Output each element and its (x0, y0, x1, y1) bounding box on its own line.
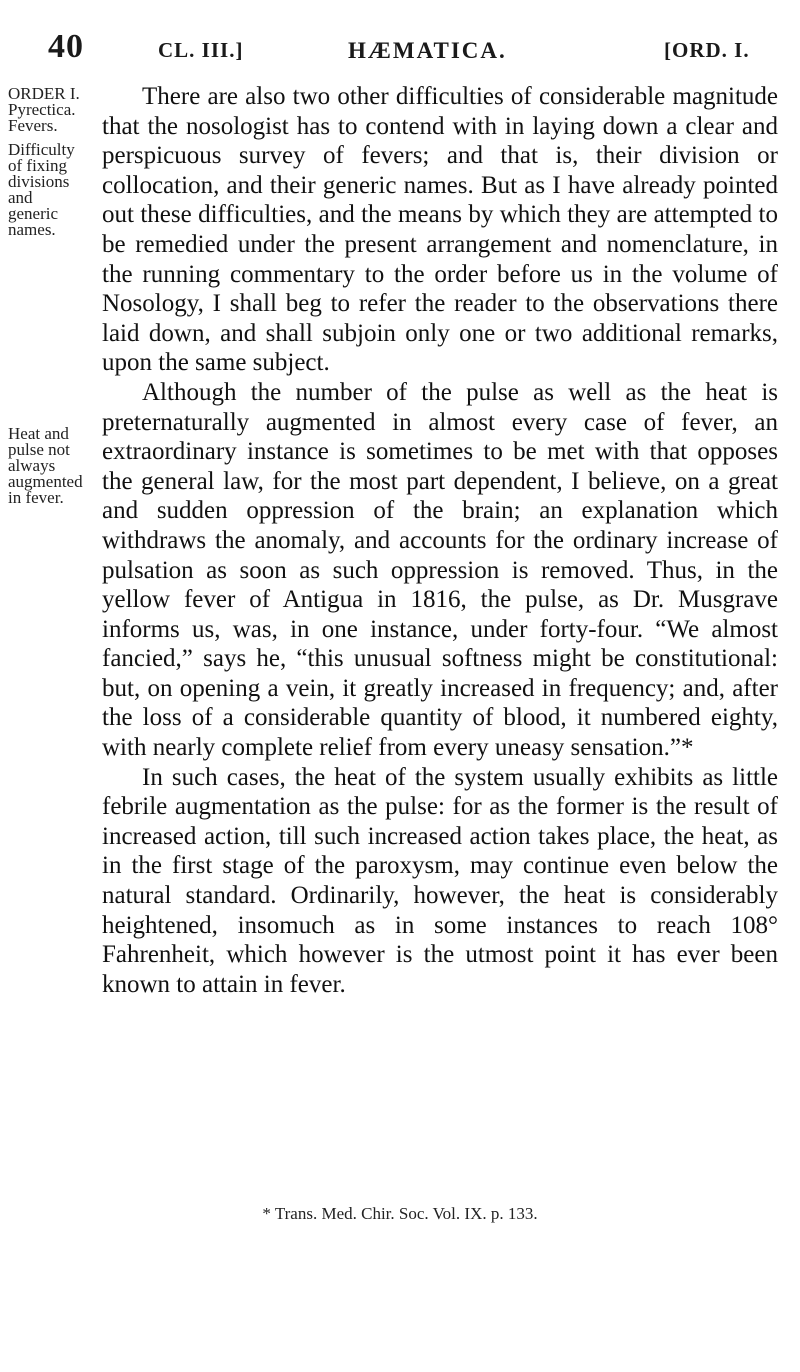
margin-note-difficulty: Difficulty of fixing divisions and generic names. (8, 140, 75, 239)
paragraph: In such cases, the heat of the system usually exhibits as little febrile augmentation as the pulse: for as the former is the result of increased action, till such increased action takes place, the heat, as in the first stage of the paroxysm, may continue even below the natural standard. Ordinarily, however, the heat is considerably heightened, insomuch as in some instances to reach 108° Fahrenheit, which however is the utmost point it has ever been known to attain in fever. (102, 763, 778, 998)
margin-note-heat-pulse: Heat and pulse not always augmented in fever. (8, 424, 83, 507)
running-head (48, 28, 768, 68)
body-text (102, 82, 778, 999)
order-label: [ORD. I. (664, 38, 750, 62)
footnote: * Trans. Med. Chir. Soc. Vol. IX. p. 133. (262, 1204, 538, 1223)
class-label: CL. III.] (158, 38, 244, 62)
paragraph: There are also two other difficulties of considerable magnitude that the nosologist has to contend with in laying down a clear and perspicuous survey of fevers; and that is, their division or collocation, and their generic names. But as I have already pointed out these difficulties, and the means by which they are attempted to be remedied under the present arrangement and nomenclature, in the running commentary to the order before us in the volume of Nosology, I shall beg to refer the reader to the observations there laid down, and shall subjoin only one or two additional remarks, upon the same subject. (102, 83, 778, 377)
page-number: 40 (48, 28, 84, 65)
paragraph: Although the number of the pulse as well as the heat is preternaturally augmented in almost every case of fever, an extraordinary instance is sometimes to be met with that opposes the general law, for the most part dependent, I believe, on a great and sudden oppression of the brain; an explanation which withdraws the anomaly, and accounts for the ordinary increase of pulsation as soon as such oppression is removed. Thus, in the yellow fever of Antigua in 1816, the pulse, as Dr. Musgrave informs us, was, in one instance, under forty-four. “We almost fancied,” says he, “this unusual softness might be constitutional: but, on opening a vein, it greatly increased in frequency; and, after the loss of a considerable quantity of blood, it numbered eighty, with nearly complete relief from every uneasy sensation.”* (102, 378, 778, 762)
margin-note-order: ORDER I. Pyrectica. Fevers. (8, 84, 80, 135)
running-title: HÆMATICA. (348, 38, 507, 63)
